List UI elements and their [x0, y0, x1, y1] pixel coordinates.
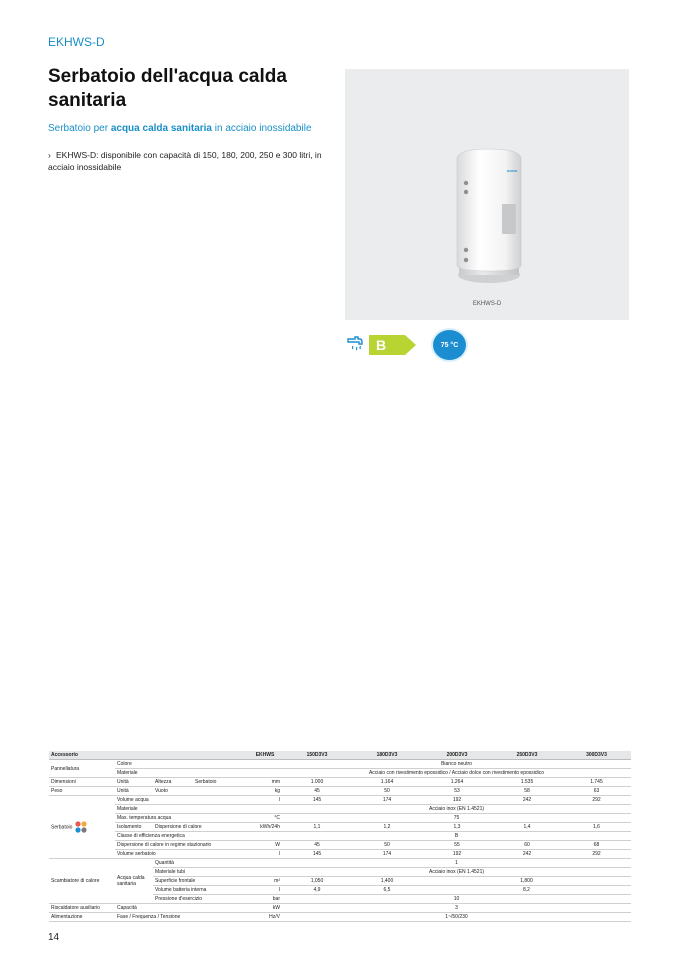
value-cell: 1,6	[562, 823, 631, 832]
row-label: Colore	[115, 760, 248, 769]
header-blank	[115, 751, 153, 760]
merged-value: 10	[282, 895, 631, 904]
value-cell: 1.164	[352, 778, 422, 787]
table-row	[49, 805, 631, 814]
water-tap-icon	[345, 334, 365, 359]
energy-class-badge	[369, 335, 417, 360]
table-row	[49, 859, 631, 868]
value-cell: 242	[492, 796, 562, 805]
merged-value: Acciaio con rivestimento epossidico / Acciaio dolce con rivestimento epossidico	[282, 769, 631, 778]
group-label: Scambiatore di calore	[49, 859, 115, 904]
row-label: Superficie frontale	[153, 877, 248, 886]
row-label: Fase / Frequenza / Tensione	[115, 913, 248, 922]
value-cell: 1.745	[562, 778, 631, 787]
value-cell: 1,050	[282, 877, 352, 886]
table-row	[49, 778, 631, 787]
value-cell: 174	[352, 796, 422, 805]
unit-cell: m²	[248, 877, 282, 886]
value-cell: 242	[492, 850, 562, 859]
table-row	[49, 913, 631, 922]
header-blank	[193, 751, 248, 760]
unit-cell	[248, 769, 282, 778]
unit-cell: Hz/V	[248, 913, 282, 922]
table-header-row	[49, 751, 631, 760]
row-label: Materiale tubi	[153, 868, 248, 877]
value-cell: 1,4	[492, 823, 562, 832]
group-label: Riscaldatore ausiliario	[49, 904, 115, 913]
value-cell: 1,800	[422, 877, 631, 886]
header-150: 150D3V3	[282, 751, 352, 760]
merged-value: Acciaio inox (EN 1.4521)	[282, 868, 631, 877]
table-row	[49, 841, 631, 850]
table-row	[49, 787, 631, 796]
page-number: 14	[48, 932, 60, 943]
merged-value: 1~/50/230	[282, 913, 631, 922]
value-cell: 1.000	[282, 778, 352, 787]
unit-cell: W	[248, 841, 282, 850]
unit-cell: bar	[248, 895, 282, 904]
subtitle-highlight: acqua calda sanitaria	[110, 123, 212, 134]
drop-cluster-icon	[74, 820, 88, 834]
max-temperature-badge: 75 °C	[433, 330, 466, 360]
page-subtitle	[48, 123, 312, 134]
value-cell: 1,1	[282, 823, 352, 832]
header-blank	[153, 751, 193, 760]
merged-value: Bianco neutro	[282, 760, 631, 769]
value-cell: 45	[282, 841, 352, 850]
unit-cell: °C	[248, 814, 282, 823]
group-serbatoio	[49, 796, 115, 859]
chevron-right-icon: ›	[48, 150, 51, 160]
row-label: Quantità	[153, 859, 248, 868]
subgroup-label: Acqua calda sanitaria	[115, 859, 153, 904]
header-250: 250D3V3	[492, 751, 562, 760]
row-label: Unità	[115, 787, 153, 796]
group-label: Dimensioni	[49, 778, 115, 787]
row-label: Materiale	[115, 769, 248, 778]
group-label: Peso	[49, 787, 115, 796]
value-cell: 4,9	[282, 886, 352, 895]
value-cell: 1.264	[422, 778, 492, 787]
unit-cell: mm	[248, 778, 282, 787]
value-cell: 192	[422, 850, 492, 859]
feature-bullet-text: EKHWS-D: disponibile con capacità di 150, 180, 200, 250 e 300 litri, in acciaio inossidabile	[48, 150, 322, 172]
row-label: Unità	[115, 778, 153, 787]
header-accessorio: Accessorio	[49, 751, 115, 760]
value-cell: 60	[492, 841, 562, 850]
header-180: 180D3V3	[352, 751, 422, 760]
table-row	[49, 832, 631, 841]
value-cell: 145	[282, 796, 352, 805]
unit-cell	[248, 760, 282, 769]
value-cell: 1,3	[422, 823, 492, 832]
feature-bullet	[48, 149, 338, 173]
value-cell: 50	[352, 787, 422, 796]
row-label: Capacità	[115, 904, 248, 913]
row-sublabel: Altezza	[153, 778, 193, 787]
header-300: 300D3V3	[562, 751, 631, 760]
header-200: 200D3V3	[422, 751, 492, 760]
row-label: Classe di efficienza energetica	[115, 832, 248, 841]
value-cell: 50	[352, 841, 422, 850]
value-cell: 292	[562, 850, 631, 859]
subtitle-prefix: Serbatoio per	[48, 123, 111, 134]
unit-cell	[248, 805, 282, 814]
table-row	[49, 769, 631, 778]
row-label: Dispersione di calore in regime stazionario	[115, 841, 248, 850]
merged-value: 3	[282, 904, 631, 913]
value-cell: 145	[282, 850, 352, 859]
page-title: Serbatoio dell'acqua calda sanitaria	[48, 66, 287, 111]
table-row	[49, 796, 631, 805]
unit-cell	[248, 868, 282, 877]
row-label: Max. temperatura acqua	[115, 814, 248, 823]
value-cell: 174	[352, 850, 422, 859]
table-row	[49, 850, 631, 859]
table-row	[49, 814, 631, 823]
group-label: Serbatoio	[51, 824, 73, 831]
value-cell: 68	[562, 841, 631, 850]
value-cell: 292	[562, 796, 631, 805]
unit-cell: kWh/24h	[248, 823, 282, 832]
table-row	[49, 760, 631, 769]
merged-value: 75	[282, 814, 631, 823]
value-cell: 1,400	[352, 877, 422, 886]
product-photo	[345, 69, 629, 320]
row-label: Materiale	[115, 805, 248, 814]
table-row	[49, 904, 631, 913]
value-cell: 6,5	[352, 886, 422, 895]
header-ekhws: EKHWS	[248, 751, 282, 760]
unit-cell: l	[248, 796, 282, 805]
unit-cell	[248, 832, 282, 841]
unit-cell: kW	[248, 904, 282, 913]
product-code: EKHWS-D	[48, 35, 105, 49]
row-label: Isolamento	[115, 823, 153, 832]
photo-caption: EKHWS-D	[472, 301, 502, 307]
group-label: Alimentazione	[49, 913, 115, 922]
value-cell: 8,2	[422, 886, 631, 895]
value-cell: 55	[422, 841, 492, 850]
row-sublabel: Vuoto	[153, 787, 248, 796]
unit-cell: l	[248, 886, 282, 895]
merged-value: 1	[282, 859, 631, 868]
energy-labels	[345, 330, 485, 360]
merged-value: Acciaio inox (EN 1.4521)	[282, 805, 631, 814]
subtitle-suffix: in acciaio inossidabile	[212, 123, 312, 134]
row-label: Volume acqua	[115, 796, 248, 805]
merged-value: B	[282, 832, 631, 841]
row-label: Volume serbatoio	[115, 850, 248, 859]
row-label: Volume batteria interna	[153, 886, 248, 895]
brand-logo: DAIKIN	[507, 169, 518, 173]
value-cell: 45	[282, 787, 352, 796]
energy-class-letter: B	[376, 337, 387, 353]
group-label: Pannellatura	[49, 760, 115, 778]
unit-cell: kg	[248, 787, 282, 796]
unit-cell	[248, 859, 282, 868]
unit-cell: l	[248, 850, 282, 859]
value-cell: 53	[422, 787, 492, 796]
value-cell: 1.535	[492, 778, 562, 787]
value-cell: 192	[422, 796, 492, 805]
spec-table	[49, 751, 631, 922]
row-sublabel: Serbatoio	[193, 778, 248, 787]
value-cell: 63	[562, 787, 631, 796]
table-row	[49, 823, 631, 832]
row-label: Pressione d'esercizio	[153, 895, 248, 904]
value-cell: 58	[492, 787, 562, 796]
value-cell: 1,2	[352, 823, 422, 832]
row-sublabel: Dispersione di calore	[153, 823, 248, 832]
